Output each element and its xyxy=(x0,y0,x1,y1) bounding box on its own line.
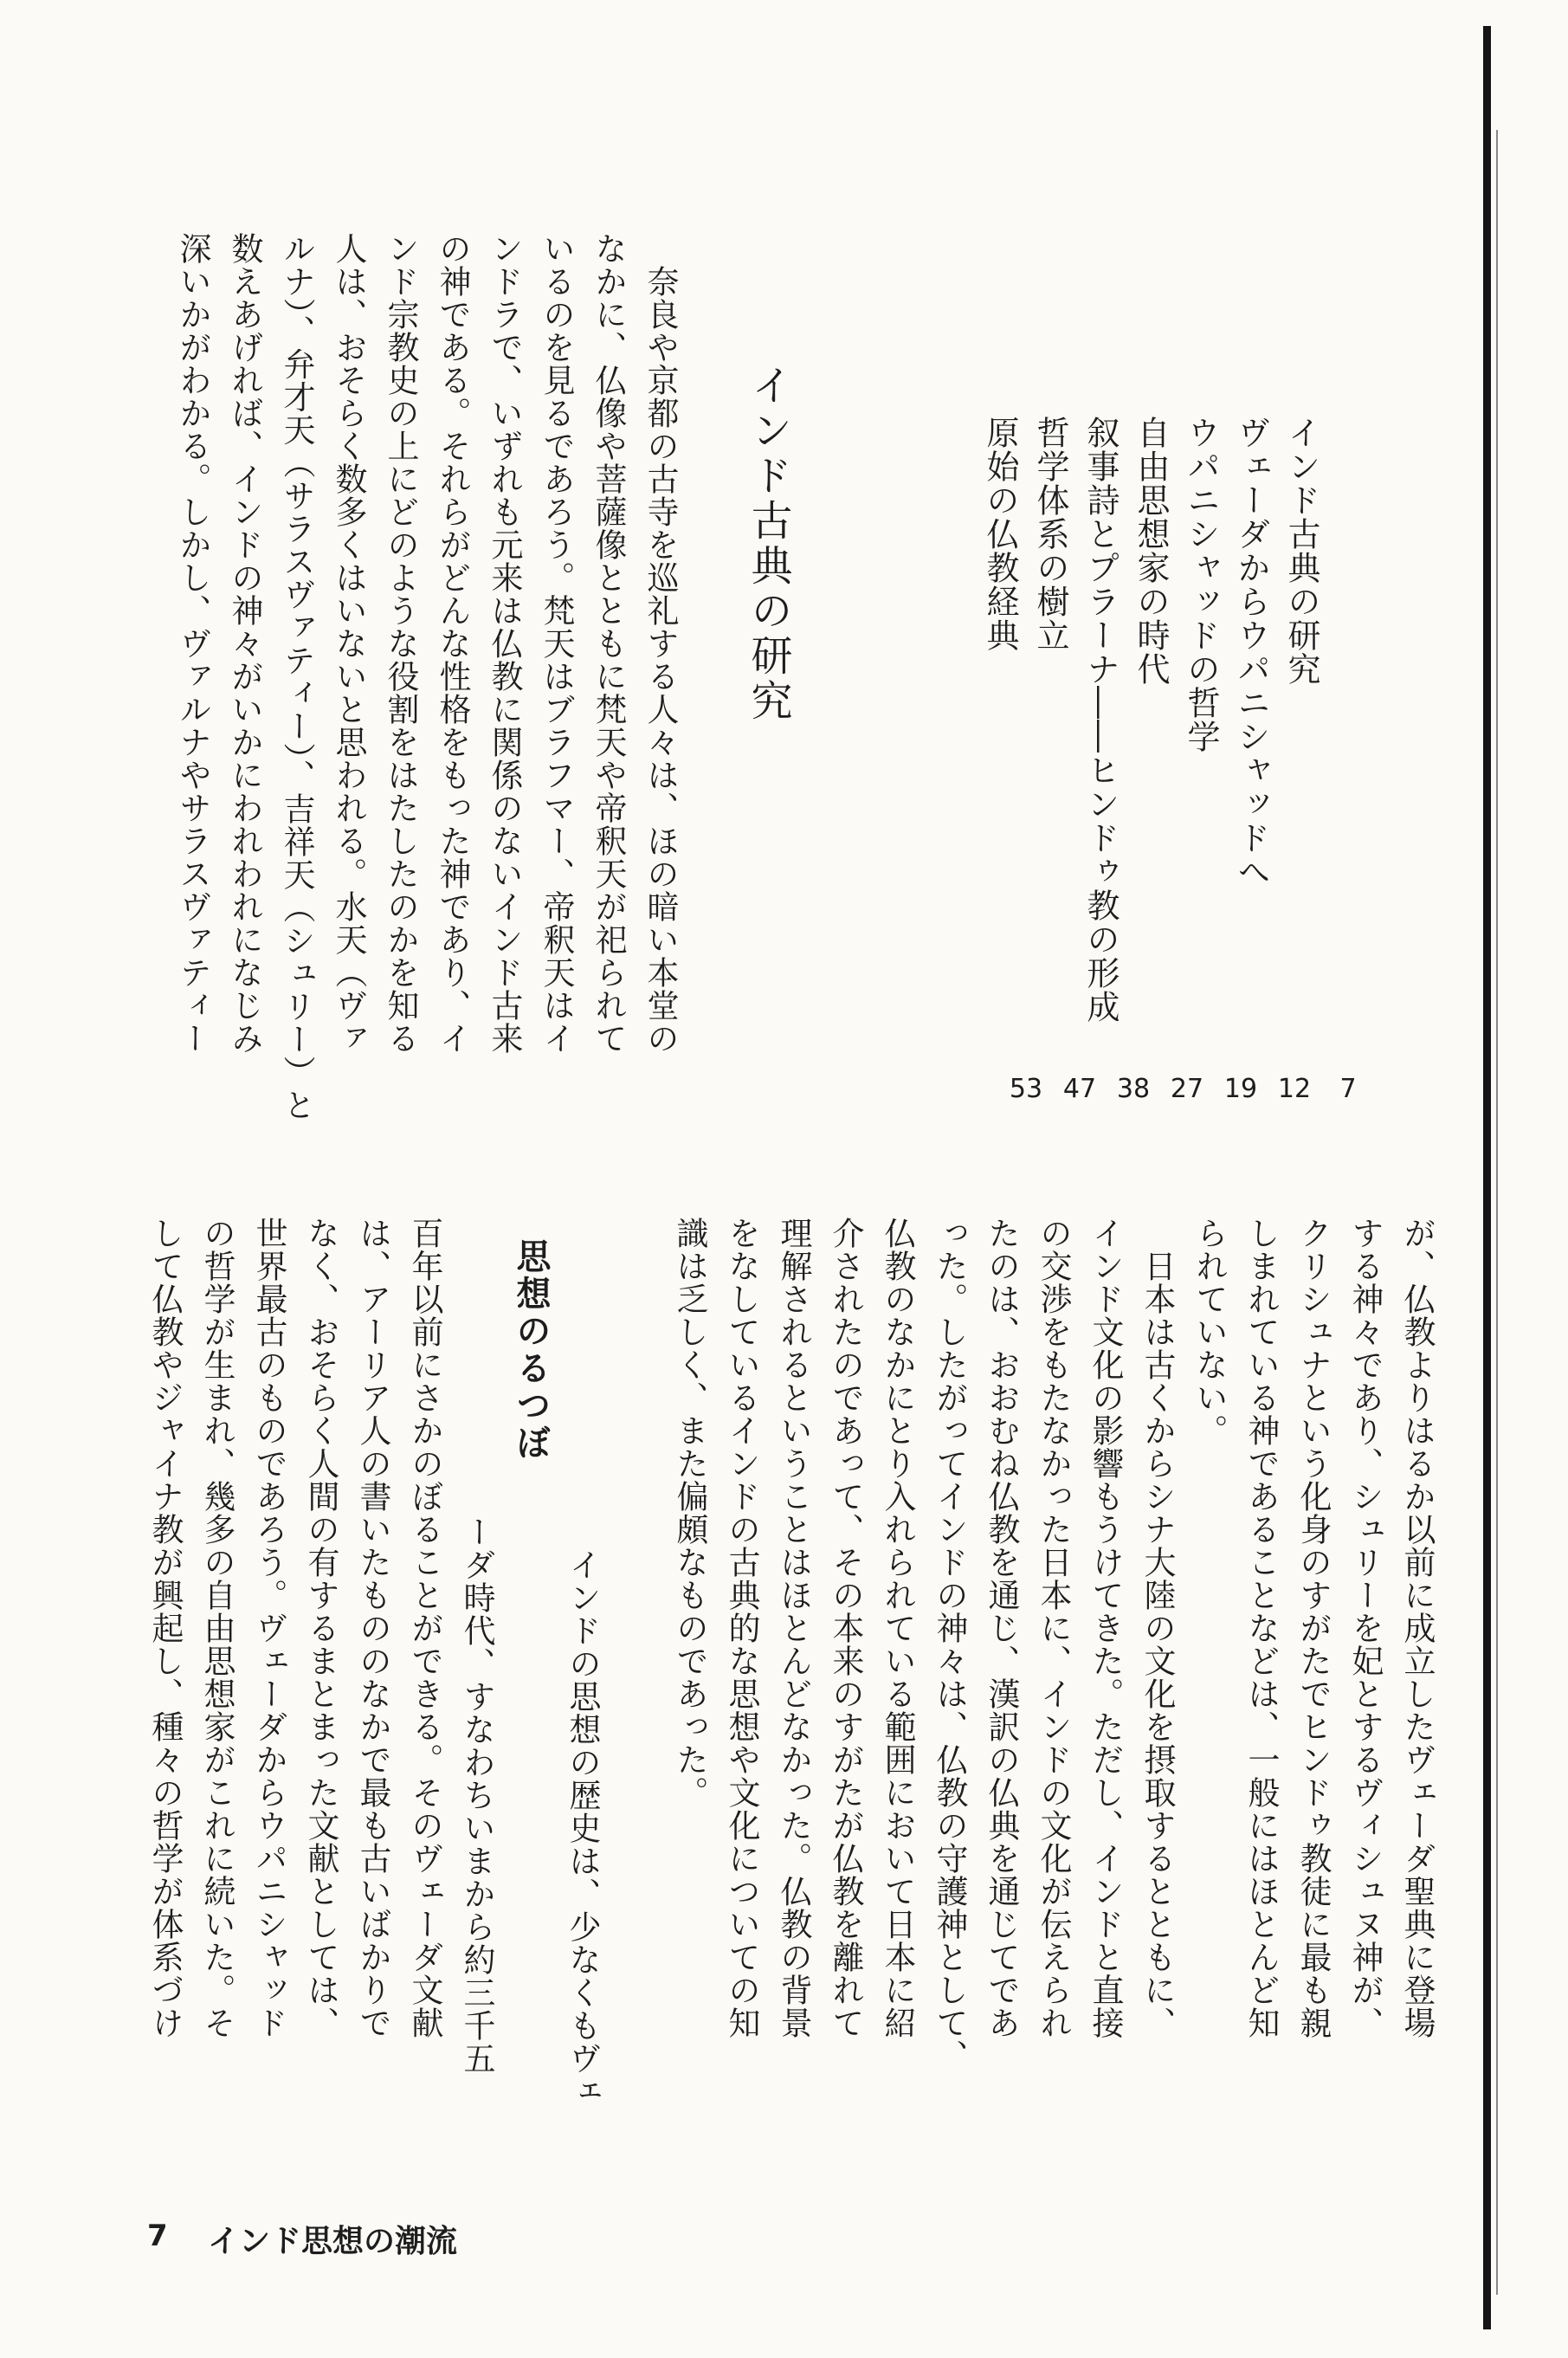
sub-heading: 思想のるつぼ xyxy=(511,1238,551,1462)
toc-item-7[interactable]: 原始の仏教経典 xyxy=(981,416,1019,652)
toc-page-7: 53 xyxy=(1009,1074,1043,1104)
body-column: インドの思想の歴史は、少なくもヴェ xyxy=(564,1515,601,2108)
body-column: が、仏教よりはるか以前に成立したヴェーダ聖典に登場 xyxy=(1398,1217,1436,2039)
toc-item-6[interactable]: 哲学体系の樹立 xyxy=(1031,416,1069,652)
body-column: いるのを見るであろう。梵天はブラフマー、帝釈天はイ xyxy=(538,232,575,1055)
body-column: クリシュナという化身のすがたでヒンドゥ教徒に最も親 xyxy=(1294,1217,1332,2039)
body-column: 人は、おそらく数多くはいないと思われる。水天（ヴァ xyxy=(330,232,367,1055)
body-column: 百年以前にさかのぼることができる。そのヴェーダ文献 xyxy=(406,1217,443,2039)
page-number: 7 xyxy=(147,2219,168,2253)
body-column: 奈良や京都の古寺を巡礼する人々は、ほの暗い本堂の xyxy=(642,232,679,1055)
body-column: 理解されるということはほとんどなかった。仏教の背景 xyxy=(775,1217,812,2039)
body-column: ンドラで、いずれも元来は仏教に関係のないインド古来 xyxy=(486,232,523,1055)
body-column: インド文化の影響もうけてきた。ただし、インドと直接 xyxy=(1087,1217,1124,2039)
running-title: インド思想の潮流 xyxy=(208,2224,458,2259)
section-heading: インド古典の研究 xyxy=(744,364,792,724)
body-column: 仏教のなかにとり入れられている範囲において日本に紹 xyxy=(879,1217,916,2039)
body-column: なかに、仏像や菩薩像とともに梵天や帝釈天が祀られて xyxy=(590,232,627,1055)
body-column: った。したがってインドの神々は、仏教の守護神として、 xyxy=(931,1217,968,2072)
body-column: 数えあげれば、インドの神々がいかにわれわれになじみ xyxy=(226,232,263,1055)
toc-page-3: 19 xyxy=(1223,1074,1258,1104)
toc-item-3[interactable]: ウパニシャッドの哲学 xyxy=(1182,416,1220,753)
body-column: たのは、おおむね仏教を通じ、漢訳の仏典を通じてであ xyxy=(983,1217,1020,2039)
body-column: ンド宗教史の上にどのような役割をはたしたのかを知る xyxy=(382,232,419,1055)
body-column: しまれている神であることなどは、一般にはほとんど知 xyxy=(1242,1217,1280,2039)
body-column: ーダ時代、すなわちいまから約三千五 xyxy=(458,1515,495,2075)
toc-item-1[interactable]: インド古典の研究 xyxy=(1282,416,1320,686)
body-column: は、アーリア人の書いたもののなかで最も古いばかりで xyxy=(354,1217,391,2039)
toc-page-5: 38 xyxy=(1116,1074,1151,1104)
body-column: 識は乏しく、また偏頗なものであった。 xyxy=(671,1217,708,1809)
body-column: 深いかがわかる。しかし、ヴァルナやサラスヴァティー xyxy=(174,232,211,1055)
body-column: する神々であり、シュリーを妃とするヴィシュヌ神が、 xyxy=(1346,1217,1384,2039)
page-edge-rule xyxy=(1483,26,1491,2329)
toc-page-2: 12 xyxy=(1277,1074,1312,1104)
body-column: なく、おそらく人間の有するまとまった文献としては、 xyxy=(302,1217,339,2039)
body-column: の神である。それらがどんな性格をもった神であり、イ xyxy=(434,232,471,1055)
toc-item-4[interactable]: 自由思想家の時代 xyxy=(1132,416,1170,686)
toc-item-5[interactable]: 叙事詩とプラーナ――ヒンドゥ教の形成 xyxy=(1081,416,1120,1024)
toc-page-1: 7 xyxy=(1339,1074,1357,1104)
body-column: して仏教やジャイナ教が興起し、種々の哲学が体系づけ xyxy=(146,1217,184,2039)
body-column: られていない。 xyxy=(1191,1217,1228,1447)
body-column: ルナ）、弁才天（サラスヴァティー）、吉祥天（シュリー）と xyxy=(278,232,315,1121)
body-column: 介されたのであって、その本来のすがたが仏教を離れて xyxy=(827,1217,864,2039)
body-column: 世界最古のものであろう。ヴェーダからウパニシャッド xyxy=(250,1217,287,2039)
body-column: 日本は古くからシナ大陸の文化を摂取するとともに、 xyxy=(1139,1217,1176,2039)
body-column: の哲学が生まれ、幾多の自由思想家がこれに続いた。そ xyxy=(198,1217,236,2039)
toc-page-6: 47 xyxy=(1062,1074,1097,1104)
body-column: の交渉をもたなかった日本に、インドの文化が伝えられ xyxy=(1035,1217,1072,2039)
page-edge-rule-thin xyxy=(1496,130,1498,2295)
body-column: をなしているインドの古典的な思想や文化についての知 xyxy=(723,1217,760,2039)
toc-page-4: 27 xyxy=(1170,1074,1204,1104)
toc-item-2[interactable]: ヴェーダからウパニシャッドへ xyxy=(1232,416,1270,888)
